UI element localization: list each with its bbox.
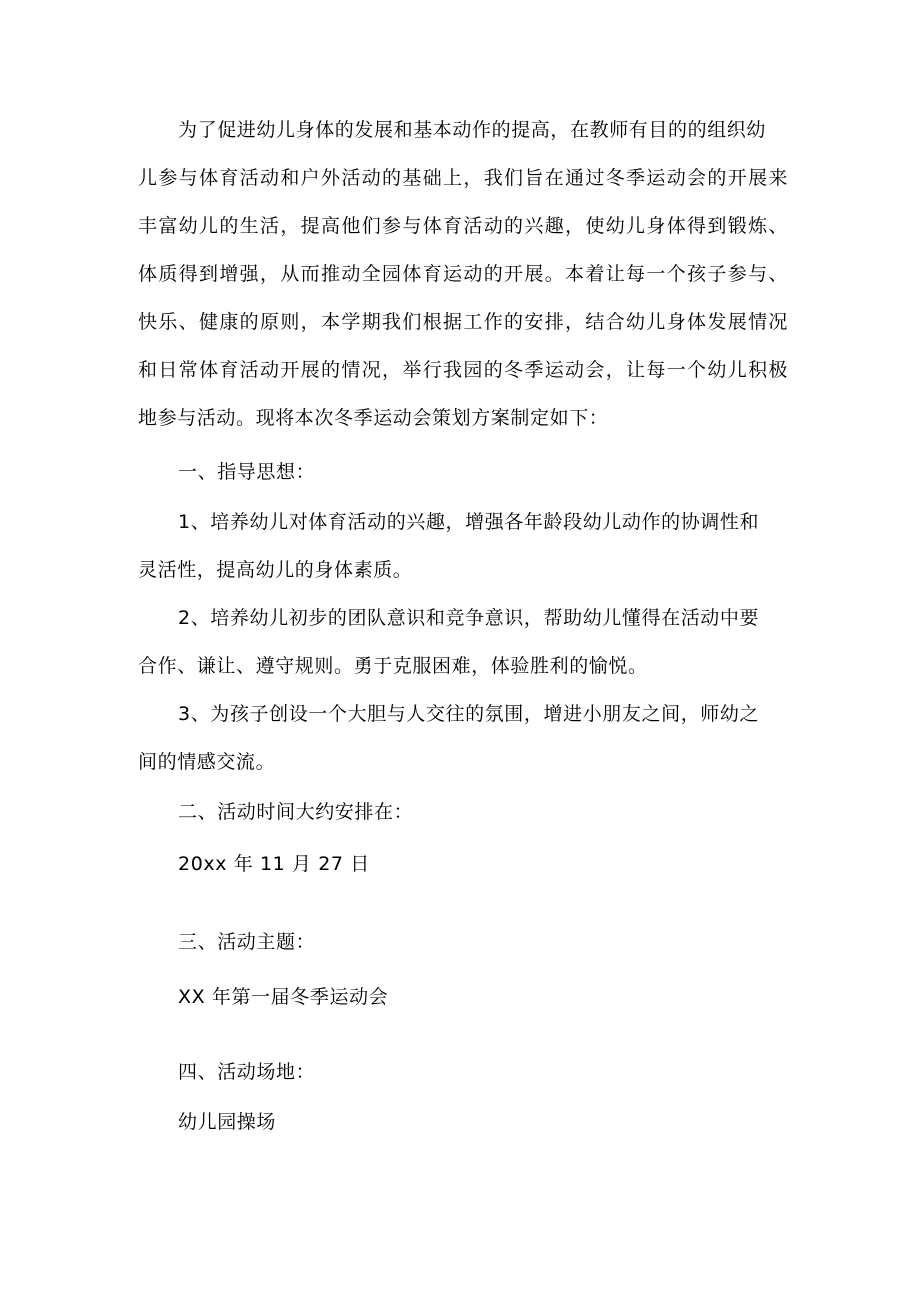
list-item-line: 灵活性，提高幼儿的身体素质。 (138, 559, 413, 581)
list-item-line: 间的情感交流。 (138, 751, 276, 773)
intro-paragraph-line: 地参与活动。现将本次冬季运动会策划方案制定如下： (138, 407, 609, 429)
section-heading-activity-theme: 三、活动主题： (178, 931, 316, 953)
intro-paragraph-line: 和日常体育活动开展的情况，举行我园的冬季运动会，让每一个幼儿积极 (138, 359, 788, 381)
list-item-line: 合作、谦让、遵守规则。勇于克服困难，体验胜利的愉悦。 (138, 655, 648, 677)
list-item-line: 1、培养幼儿对体育活动的兴趣，增强各年龄段幼儿动作的协调性和 (178, 511, 760, 533)
section-heading-activity-venue: 四、活动场地： (178, 1061, 316, 1083)
intro-paragraph-line: 体质得到增强，从而推动全园体育运动的开展。本着让每一个孩子参与、 (138, 263, 788, 285)
list-item-line: 3、为孩子创设一个大胆与人交往的氛围，增进小朋友之间，师幼之 (178, 703, 760, 725)
section-heading-activity-time: 二、活动时间大约安排在： (178, 801, 414, 823)
section-heading-guiding-ideas: 一、指导思想： (178, 461, 316, 483)
activity-venue: 幼儿园操场 (178, 1111, 277, 1133)
intro-paragraph-line: 为了促进幼儿身体的发展和基本动作的提高，在教师有目的的组织幼 (178, 119, 767, 141)
list-item-line: 2、培养幼儿初步的团队意识和竞争意识，帮助幼儿懂得在活动中要 (178, 607, 760, 629)
intro-paragraph-line: 儿参与体育活动和户外活动的基础上，我们旨在通过冬季运动会的开展来 (138, 167, 788, 189)
intro-paragraph-line: 快乐、健康的原则，本学期我们根据工作的安排，结合幼儿身体发展情况 (138, 311, 788, 333)
activity-date: 20xx 年 11 月 27 日 (178, 853, 370, 875)
activity-theme: XX 年第一届冬季运动会 (178, 986, 389, 1008)
intro-paragraph-line: 丰富幼儿的生活，提高他们参与体育活动的兴趣，使幼儿身体得到锻炼、 (138, 215, 788, 237)
